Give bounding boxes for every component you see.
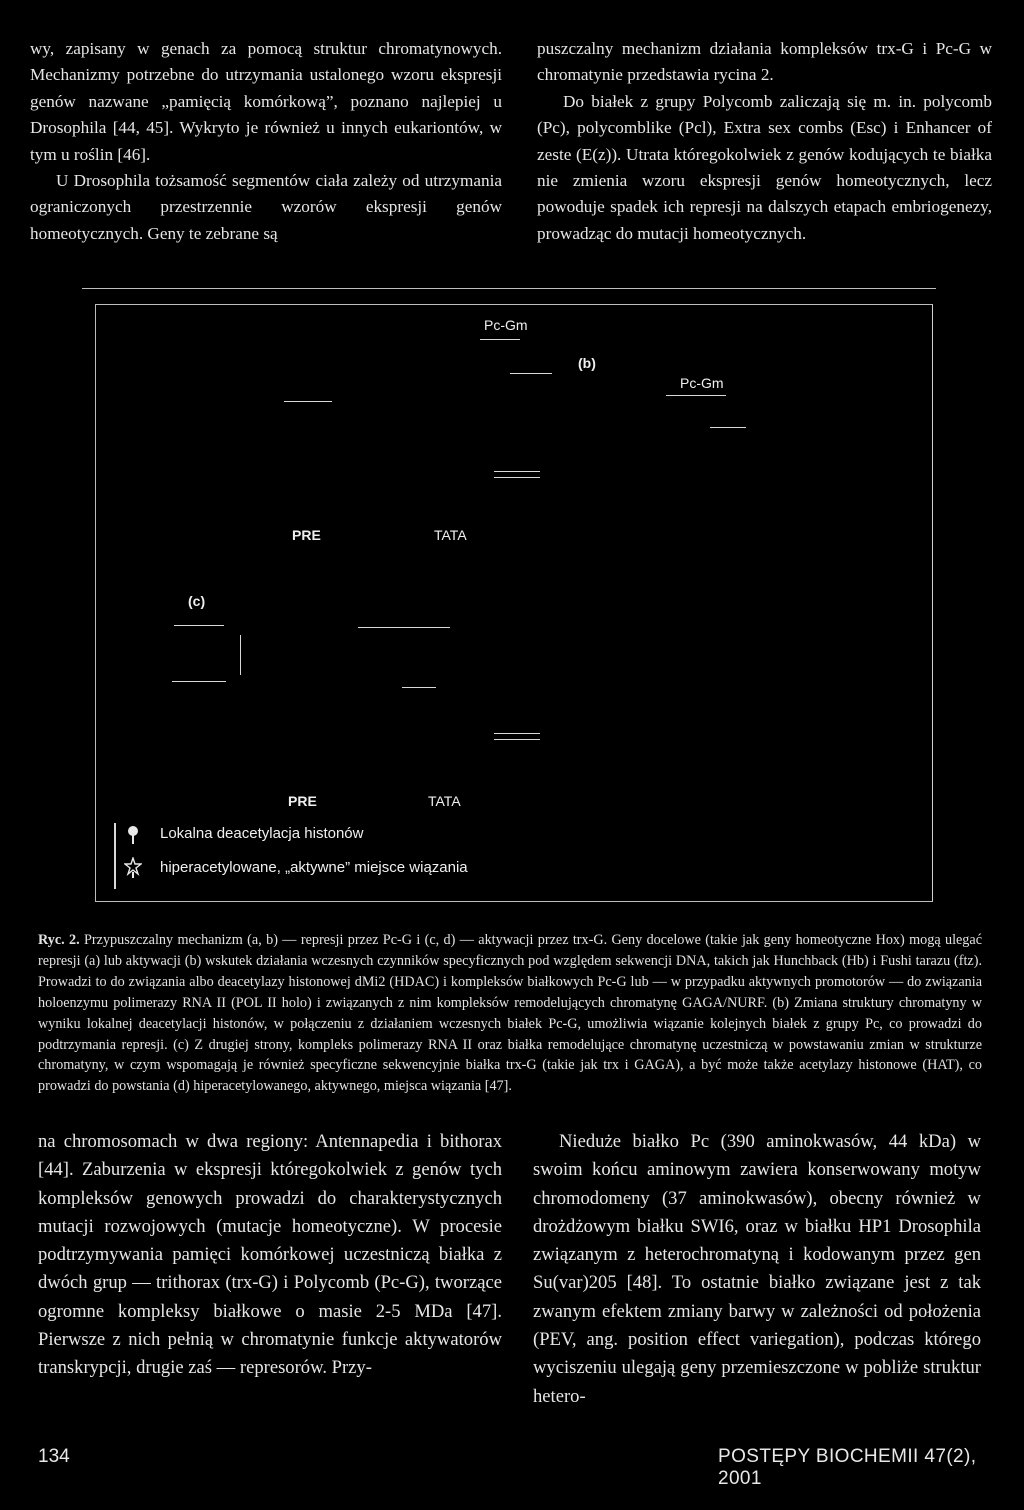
paragraph: wy, zapisany w genach za pomocą struktur chromatynowych. Mechanizmy potrzebne do utrzymania ustalonego wzoru ekspresji genów nazwane „pamięcią komórkową”, poznano najlepiej u Drosophila [44, 45]. Wykryto je również u innych eukariontów, w tym u roślin [46]. bbox=[30, 39, 502, 164]
caption-text: Przypuszczalny mechanizm (a, b) — represji przez Pc-G i (c, d) — aktywacji przez trx-G. Geny docelowe (takie jak geny homeotyczne Hox) mogą ulegać represji (a) lub aktywacji (b) wskutek działania wczesnych czynników specyficznych pod względem sekwencji DNA, takich jak Hunchback (Hb) i Fushi tarazu (ftz). Prowadzi to do związania albo deacetylazy histonowej dMi2 (HDAC) i kompleksów białkowych Pc-G lub — w przypadku aktywnych promotorów — do związania holoenzymu polimerazy RNA II (POL II holo) i związanych z nim kompleksów remodelujących chromatynę GAGA/NURF. (b) Zmiana struktury chromatyny w wyniku lokalnej deacetylacji histonów, w połączeniu z działaniem wczesnych białek Pc-G, umożliwia wiązanie kolejnych białek z grupy Pc, co prowadzi do podtrzymania represji. (c) Z drugiej strony, kompleks polimerazy RNA II oraz białka remodelujące chromatynę uczestniczą w powstawaniu zmian w strukturze chromatyny, w czym wspomagają je również specyficzne sekwencyjnie białka trx-G (takie jak trx i GAGA), a być może także acetylazy histonowe (HAT), co prowadzi do powstania (d) hiperacetylowanego, aktywnego, miejsca wiązania [47]. bbox=[38, 932, 982, 1095]
journal-name: POSTĘPY BIOCHEMII 47(2), 2001 bbox=[718, 1446, 977, 1489]
bottom-right-column bbox=[533, 1128, 981, 1411]
underline bbox=[666, 395, 726, 396]
figure-caption bbox=[38, 930, 982, 1097]
section-divider bbox=[82, 288, 936, 289]
dna-line bbox=[494, 477, 540, 478]
chromatin-line bbox=[174, 625, 224, 626]
panel-c-label: (c) bbox=[188, 593, 206, 609]
tata-label: TATA bbox=[434, 527, 467, 543]
underline bbox=[480, 339, 520, 340]
star-icon bbox=[124, 857, 142, 884]
legend-label: Lokalna deacetylacja histonów bbox=[160, 825, 364, 842]
chromatin-line bbox=[358, 627, 450, 628]
paragraph: Do białek z grupy Polycomb zaliczają się m. in. polycomb (Pc), polycomblike (Pcl), Extra sex combs (Esc) i Enhancer of zeste (E(z)). Utrata któregokolwiek z genów kodujących te białka nie zmienia wzoru ekspresji genów homeotycznych, lecz powoduje spadek ich represji na dalszych etapach embriogenezy, prowadząc do mutacji homeotycznych. bbox=[537, 91, 992, 243]
pre-label: PRE bbox=[292, 527, 321, 543]
paragraph: Nieduże białko Pc (390 aminokwasów, 44 kDa) w swoim końcu aminowym zawiera konserwowany motyw chromodomeny (37 aminokwasów), obecny również w drożdżowym białku SWI6, oraz w białku HP1 Drosophila związanym z heterochromatyną i kodowanym przez gen Su(var)205 [48]. To ostatnie białko związane jest z tak zwanym efektem zmiany barwy w zależności od położenia (PEV, ang. position effect variegation), podczas którego wyciszeniu ulegają geny przemieszczone w pobliże struktur hetero- bbox=[533, 1131, 981, 1407]
chromatin-line bbox=[240, 635, 241, 675]
caption-label: Ryc. 2. bbox=[38, 932, 80, 948]
pc-gm-label: Pc-Gm bbox=[680, 375, 724, 391]
pre-label: PRE bbox=[288, 793, 317, 809]
pc-gm-label: Pc-Gm bbox=[484, 317, 528, 333]
legend-label: hiperacetylowane, „aktywne” miejsce wiązania bbox=[160, 859, 468, 876]
page-number: 134 bbox=[38, 1446, 70, 1467]
paragraph: na chromosomach w dwa regiony: Antennapedia i bithorax [44]. Zaburzenia w ekspresji któregokolwiek z genów tych kompleksów genowych prowadzi do charakterystycznych mutacji rozwojowych (mutacje homeotyczne). W procesie podtrzymywania pamięci komórkowej uczestniczą białka z dwóch grup — trithorax (trx-G) i Polycomb (Pc-G), tworzące ogromne kompleksy białkowe o masie 2-5 MDa [47]. Pierwsze z nich pełnią w chromatynie funkcje aktywatorów transkrypcji, drugie zaś — represorów. Przy- bbox=[38, 1131, 502, 1379]
chromatin-line bbox=[710, 427, 746, 428]
figure-diagram bbox=[95, 304, 933, 902]
chromatin-line bbox=[284, 401, 332, 402]
tata-label: TATA bbox=[428, 793, 461, 809]
dna-line bbox=[494, 739, 540, 740]
dna-line bbox=[494, 471, 540, 472]
pin-icon bbox=[126, 825, 140, 850]
paragraph: U Drosophila tożsamość segmentów ciała zależy od utrzymania ograniczonych przestrzennie wzorów ekspresji genów homeotycznych. Geny te zebrane są bbox=[30, 171, 502, 243]
chromatin-line bbox=[402, 687, 436, 688]
panel-b-label: (b) bbox=[578, 355, 596, 371]
chromatin-line bbox=[172, 681, 226, 682]
top-left-column bbox=[30, 36, 502, 247]
bottom-left-column bbox=[38, 1128, 502, 1383]
legend-bar bbox=[114, 823, 116, 889]
top-right-column bbox=[537, 36, 992, 247]
chromatin-line bbox=[510, 373, 552, 374]
dna-line bbox=[494, 733, 540, 734]
paragraph: puszczalny mechanizm działania kompleksów trx-G i Pc-G w chromatynie przedstawia rycina 2. bbox=[537, 39, 992, 85]
